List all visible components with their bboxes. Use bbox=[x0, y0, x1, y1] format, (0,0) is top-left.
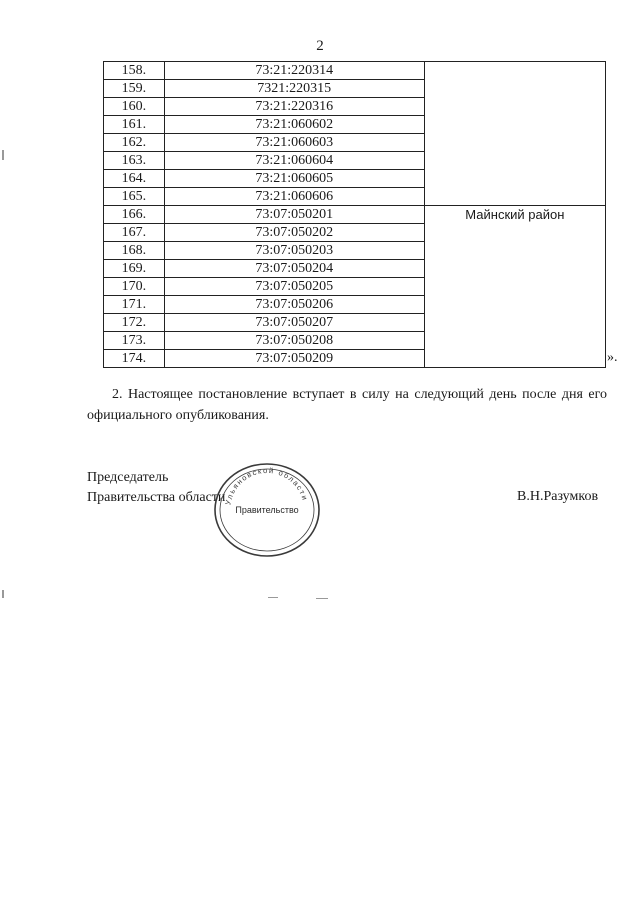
cadastral-code: 73:21:060602 bbox=[164, 116, 424, 134]
cadastral-code: 73:07:050204 bbox=[164, 260, 424, 278]
row-number: 165. bbox=[104, 188, 165, 206]
signer-title-line1: Председатель bbox=[87, 470, 169, 485]
cadastral-code: 73:07:050209 bbox=[164, 350, 424, 368]
row-number: 159. bbox=[104, 80, 165, 98]
table-body bbox=[104, 62, 606, 368]
table-row bbox=[104, 206, 606, 224]
row-number: 164. bbox=[104, 170, 165, 188]
cadastral-code: 73:21:220314 bbox=[164, 62, 424, 80]
cadastral-code: 73:07:050206 bbox=[164, 296, 424, 314]
cadastral-code: 73:07:050203 bbox=[164, 242, 424, 260]
cadastral-code: 73:07:050201 bbox=[164, 206, 424, 224]
row-number: 168. bbox=[104, 242, 165, 260]
closing-quote: ». bbox=[607, 350, 618, 365]
row-number: 171. bbox=[104, 296, 165, 314]
scan-speck bbox=[2, 150, 4, 160]
official-seal bbox=[212, 461, 322, 559]
row-number: 167. bbox=[104, 224, 165, 242]
district-cell: Майнский район bbox=[424, 206, 605, 368]
row-number: 158. bbox=[104, 62, 165, 80]
cadastral-code: 73:07:050205 bbox=[164, 278, 424, 296]
cadastral-code: 73:21:060606 bbox=[164, 188, 424, 206]
scan-speck bbox=[316, 598, 328, 599]
row-number: 166. bbox=[104, 206, 165, 224]
cadastral-code: 73:07:050202 bbox=[164, 224, 424, 242]
page-number: 2 bbox=[316, 38, 324, 54]
effective-date-paragraph: 2. Настоящее постановление вступает в силу на следующий день после дня его официального опубликования. bbox=[87, 387, 607, 423]
signer-name: В.Н.Разумков bbox=[517, 489, 599, 504]
row-number: 170. bbox=[104, 278, 165, 296]
row-number: 160. bbox=[104, 98, 165, 116]
seal-ring-text: Ульяновской области bbox=[223, 465, 310, 506]
seal-center-text: Правительство bbox=[235, 505, 299, 515]
row-number: 163. bbox=[104, 152, 165, 170]
row-number: 162. bbox=[104, 134, 165, 152]
row-number: 173. bbox=[104, 332, 165, 350]
row-number: 161. bbox=[104, 116, 165, 134]
cadastral-code: 73:21:220316 bbox=[164, 98, 424, 116]
scan-speck bbox=[2, 590, 4, 598]
row-number: 169. bbox=[104, 260, 165, 278]
cadastral-code: 73:07:050208 bbox=[164, 332, 424, 350]
table-row bbox=[104, 62, 606, 80]
cadastral-code: 73:07:050207 bbox=[164, 314, 424, 332]
signer-title bbox=[87, 468, 225, 508]
cadastral-code: 73:21:060604 bbox=[164, 152, 424, 170]
row-number: 172. bbox=[104, 314, 165, 332]
district-cell-previous bbox=[424, 62, 605, 206]
signer-title-line2: Правительства области bbox=[87, 490, 226, 505]
cadastral-code: 7321:220315 bbox=[164, 80, 424, 98]
cadastral-code: 73:21:060605 bbox=[164, 170, 424, 188]
scan-speck bbox=[268, 597, 278, 598]
cadastral-table bbox=[103, 61, 606, 368]
row-number: 174. bbox=[104, 350, 165, 368]
cadastral-code: 73:21:060603 bbox=[164, 134, 424, 152]
